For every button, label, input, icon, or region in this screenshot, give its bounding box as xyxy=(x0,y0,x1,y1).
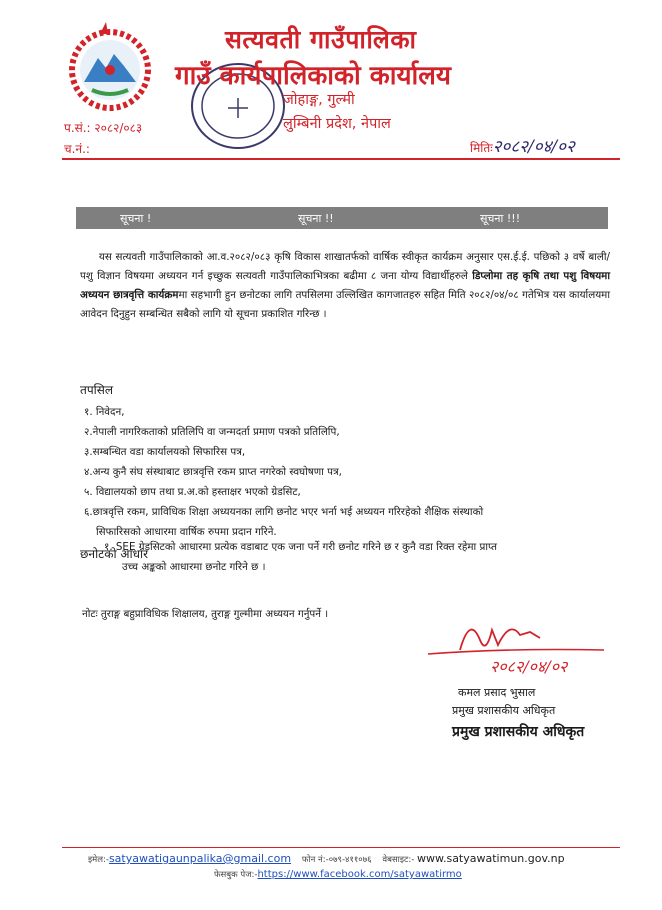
banner-center: सूचना !! xyxy=(298,212,334,225)
selection-line-2: उच्च अङ्कको आधारमा छनोट गरिने छ । xyxy=(122,561,266,573)
address-line-1: जोहाङ्ग, गुल्मी xyxy=(283,92,355,108)
header-divider xyxy=(62,158,620,160)
paragraph-part-1: यस सत्यवती गाउँपालिकाको आ.व.२०८२/०८३ कृषि विकास शाखातर्फको वार्षिक स्वीकृत कार्यक्रम अनुसार एस.ई.ई. पछिको ३ वर्षे बाली/पशु विज्ञान विषयमा अध्ययन गर्न इच्छुक सत्यवती गाउँपालिकाभित्रका बढीमा ८ जना योग्य विद्यार्थीहरुले xyxy=(80,251,610,282)
email-label: इमेल:- xyxy=(88,855,109,865)
office-address xyxy=(283,88,391,136)
footer-contact xyxy=(88,852,565,865)
list-item: ४.अन्य कुनै संघ संस्थाबाट छात्रवृत्ति रकम प्राप्त नगरेको स्वघोषणा पत्र, xyxy=(84,466,342,478)
org-name: सत्यवती गाउँपालिका xyxy=(225,25,417,54)
list-item: ५. विद्यालयको छाप तथा प्र.अ.को हस्ताक्षर भएको ग्रेडसिट, xyxy=(84,486,301,498)
date-label: मितिः xyxy=(470,141,493,155)
website-link[interactable]: www.satyawatimun.gov.np xyxy=(416,852,565,865)
footer-divider xyxy=(62,847,620,848)
signatory-block xyxy=(452,684,555,720)
list-item: सिफारिसको आधारमा वार्षिक रुपमा प्रदान गरिने. xyxy=(96,526,277,538)
signatory-name: कमल प्रसाद भुसाल xyxy=(458,686,536,699)
notice-banner xyxy=(76,207,608,229)
paragraph-bold: डिप्लोमा तह कृषि तथा पशु विषयमा अध्ययन छात्रवृत्ति कार्यक्रम xyxy=(80,270,610,301)
signature-icon xyxy=(420,610,610,680)
list-item: ३.सम्बन्धित वडा कार्यालयको सिफारिस पत्र, xyxy=(84,446,246,458)
tapsil-heading: तपसिल xyxy=(80,383,114,397)
facebook-label: फेसबुक पेज:- xyxy=(214,870,258,880)
paragraph-part-2: मा सहभागी हुन छनोटका लागि तपसिलमा उल्लिखित कागजातहरु सहित मिति २०८२/०४/०८ गतेभित्र यस कार्यालयमा आवेदन दिनुहुन सम्बन्धित सबैको लागि यो सूचना प्रकाशित गरिन्छ । xyxy=(80,289,610,320)
footer-social xyxy=(214,869,462,880)
list-item: २.नेपाली नागरिकताको प्रतिलिपि वा जन्मदर्ता प्रमाण पत्रको प्रतिलिपि, xyxy=(84,426,340,438)
banner-right: सूचना !!! xyxy=(480,212,521,225)
website-label: वेबसाइट:- xyxy=(382,855,415,865)
signature-date: २०८२/०४/०२ xyxy=(490,657,568,676)
phone-text: फोन नं:-०७९-४११०७६ xyxy=(301,855,372,865)
selection-heading: छनोटको आधार xyxy=(80,547,149,561)
reference-block xyxy=(64,118,142,160)
signatory-stamp: प्रमुख प्रशासकीय अधिकृत xyxy=(452,724,585,740)
cha-number: च.नं.: xyxy=(64,142,90,156)
list-item: १. निवेदन, xyxy=(84,406,125,418)
selection-basis xyxy=(104,537,497,577)
date-value: २०८२/०४/०२ xyxy=(492,137,575,157)
ref-number: प.सं.: २०८२/०८३ xyxy=(64,121,143,135)
nepal-emblem-icon xyxy=(62,20,158,116)
banner-left: सूचना ! xyxy=(120,212,152,225)
note-text: नोटः तुराङ्ग बहुप्राविधिक शिक्षालय, तुराङ्ग गुल्मीमा अध्ययन गर्नुपर्ने । xyxy=(82,608,329,620)
list-item: ६.छात्रवृत्ति रकम, प्राविधिक शिक्षा अध्ययनका लागि छनोट भएर भर्ना भई अध्ययन गरिरहेको शैक्षिक संस्थाको xyxy=(84,506,484,518)
facebook-link[interactable]: https://www.facebook.com/satyawatirmo xyxy=(257,869,462,880)
date-field xyxy=(470,134,575,157)
notice-paragraph xyxy=(80,248,610,324)
signatory-title: प्रमुख प्रशासकीय अधिकृत xyxy=(452,704,556,717)
address-line-2: लुम्बिनी प्रदेश, नेपाल xyxy=(283,116,391,132)
selection-line-1: १. SEE ग्रेडसिटको आधारमा प्रत्येक वडाबाट एक जना पर्ने गरी छनोट गरिने छ र कुनै वडा रिक्त रहेमा प्राप्त xyxy=(104,541,498,553)
office-name: गाउँ कार्यपालिकाको कार्यालय xyxy=(175,61,451,91)
email-link[interactable]: satyawatigaunpalika@gmail.com xyxy=(108,852,292,865)
